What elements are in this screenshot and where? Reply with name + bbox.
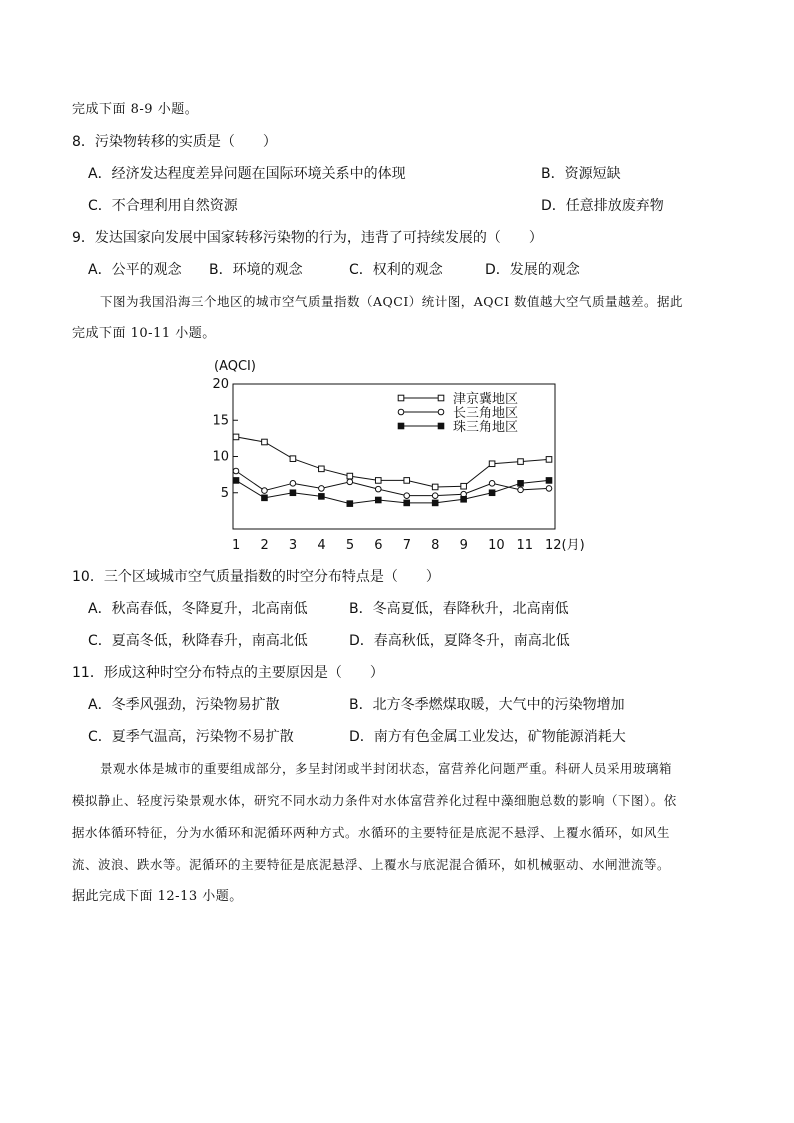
intro-12-13-line-5: 据此完成下面 12-13 小题。 [72,889,243,904]
data-point [347,479,353,485]
data-point [375,497,381,503]
data-point [290,490,296,496]
legend-marker [438,395,444,401]
x-tick-label: 4 [317,538,326,553]
question-8-option-b: B．资源短缺 [541,166,621,182]
data-point [404,478,410,484]
intro-12-13-line-2: 模拟静止、轻度污染景观水体，研究不同水动力条件对水体富营养化过程中藻细胞总数的影响（下图）。依 [72,793,677,808]
question-8-option-a: A．经济发达程度差异问题在国际环境关系中的体现 [88,166,406,182]
x-tick-label: 7 [402,538,412,553]
x-tick-label: 8 [431,538,440,553]
x-axis-ticks [232,538,585,553]
series-line-1 [236,437,549,487]
data-point [404,500,410,506]
legend-marker [398,423,404,429]
legend-marker [398,395,404,401]
question-11: 11．形成这种时空分布特点的主要原因是（ ） [72,665,384,681]
y-tick-label: 15 [212,413,229,429]
series-markers [233,434,552,506]
data-point [432,493,438,499]
y-tick-label: 5 [220,485,229,501]
data-point [432,484,438,490]
x-tick-label: 9 [459,538,468,553]
x-tick-label: 3 [288,538,298,553]
data-point [546,478,552,484]
data-point [375,478,381,484]
data-point [546,457,552,463]
data-point [489,481,495,487]
data-point [518,481,524,487]
y-tick-label: 20 [212,377,229,392]
legend-marker [438,409,444,415]
legend-marker [398,409,404,415]
data-point [489,490,495,496]
question-9-option-d: D．发展的观念 [485,262,580,278]
intro-10-11-line-1: 下图为我国沿海三个地区的城市空气质量指数（AQCI）统计图，AQCI 数值越大空气质量越差。据此 [100,294,684,309]
legend-label: 长三角地区 [453,406,519,421]
data-point [461,496,467,502]
data-point [290,481,296,487]
data-point [233,468,239,474]
question-9: 9．发达国家向发展中国家转移污染物的行为，违背了可持续发展的（ ） [72,230,543,246]
data-point [518,459,524,465]
data-point [233,434,239,440]
x-tick-label: 10 [488,538,505,553]
intro-12-13-line-3: 据水体循环特征，分为水循环和泥循环两种方式。水循环的主要特征是底泥不悬浮、上覆水循环，如风生 [72,825,671,840]
data-point [404,493,410,499]
question-10-option-a: A．秋高春低，冬降夏升，北高南低 [88,601,308,617]
data-point [319,494,325,500]
question-10-option-c: C．夏高冬低，秋降春升，南高北低 [88,633,308,649]
question-9-option-c: C．权利的观念 [349,262,443,278]
intro-10-11-line-2: 完成下面 10-11 小题。 [72,326,216,341]
intro-12-13-line-1: 景观水体是城市的重要组成部分，多呈封闭或半封闭状态，富营养化问题严重。科研人员采用玻璃箱 [100,761,673,776]
question-11-option-b: B．北方冬季燃煤取暖，大气中的污染物增加 [349,697,625,713]
data-point [546,486,552,492]
data-point [262,488,268,494]
data-point [375,486,381,492]
x-tick-label: 5 [345,538,355,553]
data-point [432,500,438,506]
question-11-option-d: D．南方有色金属工业发达，矿物能源消耗大 [349,729,626,745]
data-point [461,483,467,489]
question-10-option-b: B．冬高夏低，春降秋升，北高南低 [349,601,569,617]
data-point [518,487,524,493]
legend-marker [438,423,444,429]
data-point [262,495,268,501]
question-9-option-a: A．公平的观念 [88,262,182,278]
question-10-option-d: D．春高秋低，夏降冬升，南高北低 [349,633,570,649]
data-point [233,478,239,484]
x-tick-label: 11 [516,538,534,553]
x-tick-label: 6 [374,538,383,553]
data-point [319,466,325,472]
intro-12-13-line-4: 流、波浪、跌水等。泥循环的主要特征是底泥悬浮、上覆水与底泥混合循环，如机械驱动、水闸泄流等。 [72,857,671,872]
intro-8-9: 完成下面 8-9 小题。 [72,102,199,117]
question-9-option-b: B．环境的观念 [209,262,303,278]
question-8-option-d: D．任意排放废弃物 [541,198,664,214]
data-point [290,456,296,462]
data-point [347,473,353,479]
question-8: 8．污染物转移的实质是（ ） [72,134,277,150]
legend-label: 津京冀地区 [453,392,519,407]
y-tick-label: 10 [212,449,229,465]
question-8-option-c: C．不合理利用自然资源 [88,198,238,214]
question-11-option-a: A．冬季风强劲，污染物易扩散 [88,697,280,713]
x-tick-label: 2 [260,538,269,553]
data-point [319,486,325,492]
chart-legend [398,391,518,435]
question-11-option-c: C．夏季气温高，污染物不易扩散 [88,729,294,745]
data-point [262,439,268,445]
x-tick-label: 12(月) [545,538,585,553]
y-axis-label: (AQCI) [214,359,256,374]
legend-label: 珠三角地区 [453,420,519,435]
x-tick-label: 1 [232,538,241,553]
question-10: 10．三个区域城市空气质量指数的时空分布特点是（ ） [72,569,440,585]
series-lines [236,437,549,504]
series-line-2 [236,471,549,496]
aqci-line-chart [200,355,585,555]
data-point [489,461,495,467]
data-point [347,501,353,507]
